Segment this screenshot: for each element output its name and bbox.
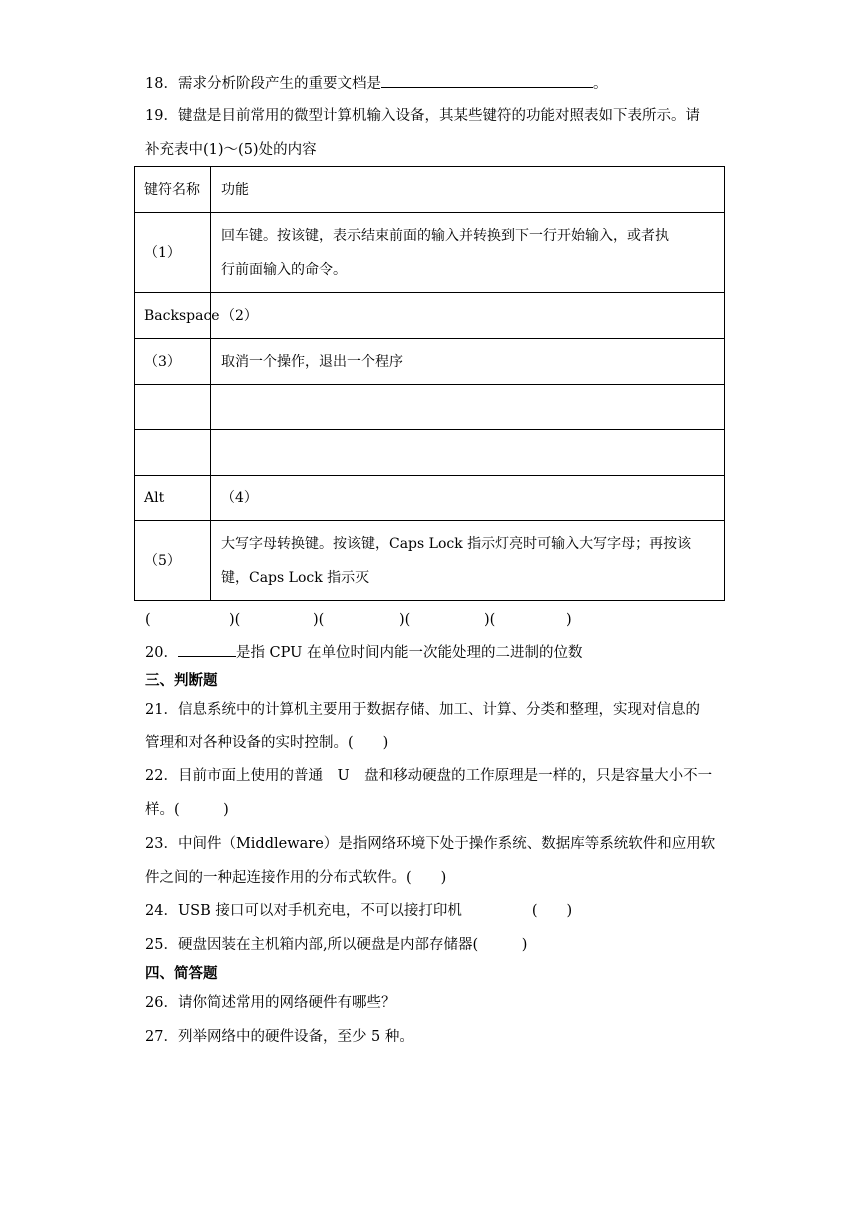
answer-blank	[178, 642, 236, 657]
question-20: 20． 是指 CPU 在单位时间内能一次能处理的二进制的位数	[145, 642, 583, 663]
question-19-line1: 19．键盘是目前常用的微型计算机输入设备，其某些键符的功能对照表如下表所示。请	[145, 108, 700, 124]
question-18: 18．需求分析阶段产生的重要文档是 。	[145, 73, 607, 94]
section-heading-short-answer: 四、简答题	[145, 965, 218, 982]
question-27: 27．列举网络中的硬件设备，至少 5 种。	[145, 1029, 414, 1045]
table-row: Alt （4）	[135, 476, 725, 521]
answer-parentheses-line: ( )( )( )( )( )	[145, 612, 572, 628]
question-21-line2: 管理和对各种设备的实时控制。( )	[145, 735, 389, 751]
table-row-empty	[135, 385, 725, 430]
header-key: 键符名称	[135, 167, 211, 213]
question-23-line1: 23．中间件（Middleware）是指网络环境下处于操作系统、数据库等系统软件和应用软	[145, 836, 716, 852]
answer-blank	[381, 73, 593, 88]
key-function-table	[134, 166, 725, 601]
question-19-line2: 补充表中(1)～(5)处的内容	[145, 142, 317, 158]
header-func: 功能	[211, 167, 725, 213]
question-22-line1: 22．目前市面上使用的普通 U 盘和移动硬盘的工作原理是一样的，只是容量大小不一	[145, 768, 713, 784]
table-row: （1） 回车键。按该键，表示结束前面的输入并转换到下一行开始输入，或者执 行前面输入的命令。	[135, 213, 725, 293]
question-22-line2: 样。( )	[145, 802, 229, 818]
question-26: 26．请你简述常用的网络硬件有哪些？	[145, 995, 396, 1011]
table-row: （5） 大写字母转换键。按该键，Caps Lock 指示灯亮时可输入大写字母；再按该 键，Caps Lock 指示灭	[135, 521, 725, 601]
question-21-line1: 21．信息系统中的计算机主要用于数据存储、加工、计算、分类和整理，实现对信息的	[145, 702, 700, 718]
table-header-row	[135, 167, 725, 213]
table-row: （3） 取消一个操作，退出一个程序	[135, 339, 725, 385]
question-25: 25．硬盘因装在主机箱内部,所以硬盘是内部存储器( )	[145, 937, 528, 953]
question-23-line2: 件之间的一种起连接作用的分布式软件。( )	[145, 870, 447, 886]
table-row-empty	[135, 430, 725, 476]
table-row: Backspace （2）	[135, 293, 725, 339]
section-heading-judgement: 三、判断题	[145, 672, 218, 689]
question-24: 24．USB 接口可以对手机充电，不可以接打印机 ( )	[145, 903, 573, 919]
